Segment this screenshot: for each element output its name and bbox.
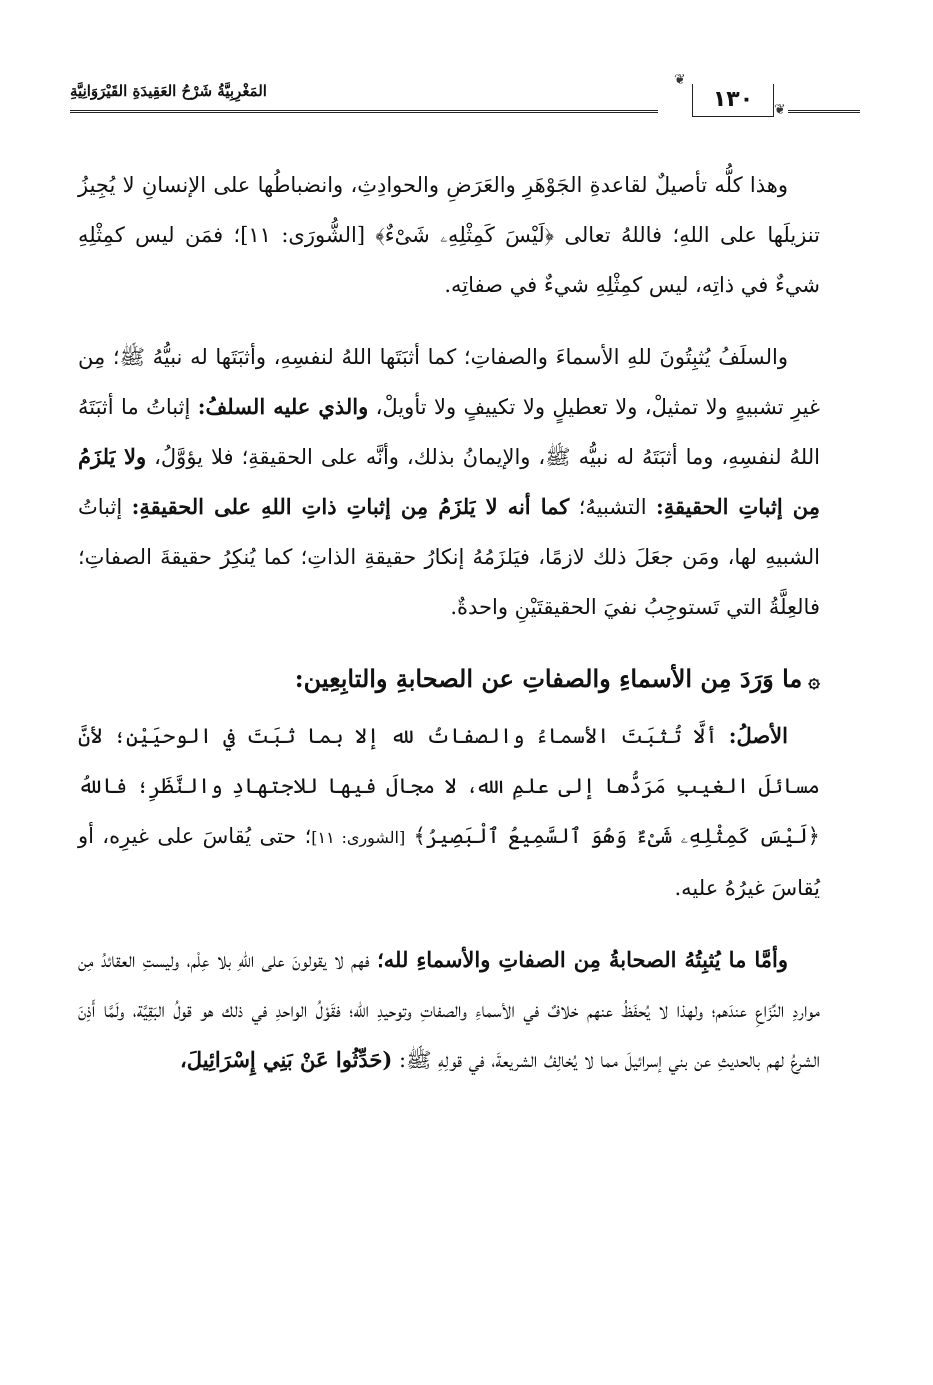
paragraph-text: التشبيهُ؛ [578, 495, 647, 519]
paragraph-text: ؛ حتى يُقاسَ على غيرِه، أو يُقاسَ غيرُهُ عليه. [78, 824, 820, 900]
paragraph-text: والسلَفُ يُثبِتُونَ للهِ الأسماءَ والصفاتِ؛ كما أثبَتَها اللهُ لنفسِهِ، وأثبَتَها له نبيُّهُ ﷺ؛ مِن غيرِ تشبيهٍ ولا تمثيلْ، ولا تعطيلٍ ولا تكييفٍ ولا تأويلْ، [78, 345, 820, 419]
paragraph [78, 935, 820, 1085]
section-mark-icon: ۞ [808, 668, 820, 692]
page-body [78, 160, 820, 1107]
page-number: ١٣٠ [692, 84, 774, 117]
book-title: المَغْرِبِيَّةُ شَرْحُ العَقِيدَةِ القَيْرَوَانِيَّةِ [70, 82, 267, 100]
paragraph-text: فهم لا يقولونَ على اللهِ بلا عِلْم، وليستِ العقائدُ مِن مواردِ النِّزَاعِ عندَهم؛ ولهذا لا يُحفَظُ عنهم خلافٌ في الأسماءِ والصفاتِ وتوحيدِ الله؛ فقَوْلُ الواحدِ في ذلك هو قولُ البَقِيَّة، ولَمَّا أَذِنَ الشرعُ لهم بالحديثِ عن بني إسرائيلَ مما لا يُخالِفُ الشريعةَ، في قولِهِ ﷺ: [78, 948, 820, 1072]
ornament-icon: ❦ [674, 72, 686, 88]
paragraph-text: ألَّا تُثبَتَ الأسماءُ والصفاتُ لله إلا بما ثبَتَ في الوحيَيْنِ؛ لأنَّ مسائلَ الغيبِ مَرَدُّها إلى علمِ الله، لا مجالَ فيها للاجتهادِ والنَّظَرِ؛ فاللهُ ﴿لَيْسَ كَمِثْلِهِۦ شَىْءٌ وَهُوَ ٱلسَّمِيعُ ٱلْبَصِيرُ﴾ [78, 724, 820, 848]
bold-phrase: ولا يَلزَمُ مِن إثباتِ الحقيقةِ: [78, 444, 820, 519]
paragraph [78, 711, 820, 913]
page-header [70, 72, 860, 128]
bold-phrase: كما أنه لا يَلزَمُ مِن إثباتِ ذاتِ اللهِ على الحقيقةِ: [131, 494, 570, 519]
verse-reference: [الشورى: ١١] [311, 828, 406, 847]
bold-phrase: وأمَّا ما يُثبِتُهُ الصحابةُ مِن الصفاتِ والأسماءِ لله؛ [377, 947, 788, 972]
paragraph: وهذا كلُّه تأصيلٌ لقاعدةِ الجَوْهَرِ والعَرَضِ والحوادِثِ، وانضباطُها على الإنسانِ لا يُجِيزُ تنزيلَها على اللهِ؛ فاللهُ تعالى ﴿لَيْسَ كَمِثْلِهِۦ شَىْءٌ﴾ [الشُّورَى: ١١]؛ فمَن ليس كمِثْلِهِ شيءٌ في ذاتِه، ليس كمِثْلِهِ شيءٌ في صفاتِه. [78, 173, 820, 297]
header-rule [70, 110, 658, 113]
hadith-quote: (حَدِّثُوا عَنْ بَنِي إِسْرَائِيلَ، [180, 1047, 393, 1072]
header-rule-right [788, 110, 860, 113]
section-heading [78, 654, 820, 705]
bold-phrase: الأصلُ: [728, 723, 788, 748]
paragraph [78, 332, 820, 632]
paragraph-text: إثباتُ ما أثبَتَهُ اللهُ لنفسِهِ، وما أثبَتَهُ له نبيُّه ﷺ، والإيمانُ بذلك، وأنَّه على الحقيقةِ؛ فلا يؤوَّلُ، [78, 395, 820, 469]
section-heading-text: ما وَرَدَ مِن الأسماءِ والصفاتِ عن الصحابةِ والتابِعِين: [294, 664, 803, 693]
bold-phrase: والذي عليه السلفُ: [197, 394, 369, 419]
ornament-icon: ❦ [774, 102, 786, 118]
paragraph-text: إثباتُ الشبيهِ لها، ومَن جعَلَ ذلك لازمًا، فيَلزَمُهُ إنكارُ حقيقةِ الذاتِ؛ كما يُنكِرُ حقيقةَ الصفاتِ؛ فالعِلَّةُ التي تَستوجِبُ نفيَ الحقيقتَيْنِ واحدةٌ. [78, 495, 820, 619]
